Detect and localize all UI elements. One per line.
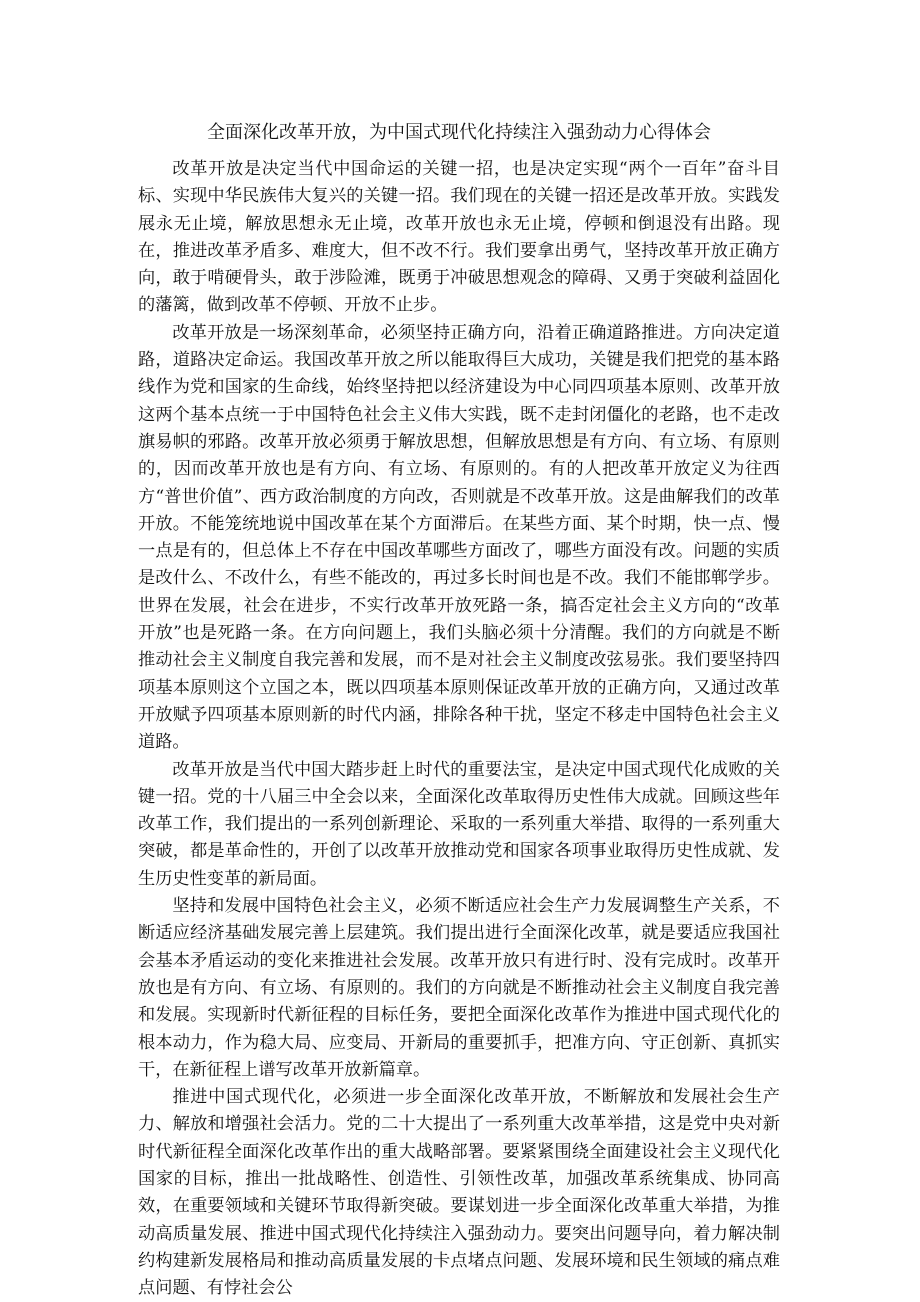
document-body bbox=[138, 118, 780, 1302]
paragraph-5: 推进中国式现代化，必须进一步全面深化改革开放，不断解放和发展社会生产力、解放和增强社会活力。党的二十大提出了一系列重大改革举措，这是党中央对新时代新征程全面深化改革作出的重大战略部署。要紧紧围绕全面建设社会主义现代化国家的目标，推出一批战略性、创造性、引领性改革，加强改革系统集成、协同高效，在重要领域和关键环节取得新突破。要谋划进一步全面深化改革重大举措，为推动高质量发展、推进中国式现代化持续注入强劲动力。要突出问题导向，着力解决制约构建新发展格局和推动高质量发展的卡点堵点问题、发展环境和民生领域的痛点难点问题、有悖社会公 bbox=[138, 1087, 780, 1299]
paragraph-1: 改革开放是决定当代中国命运的关键一招，也是决定实现“两个一百年”奋斗目标、实现中华民族伟大复兴的关键一招。我们现在的关键一招还是改革开放。实践发展永无止境，解放思想永无止境，改革开放也永无止境，停顿和倒退没有出路。现在，推进改革矛盾多、难度大，但不改不行。我们要拿出勇气，坚持改革开放正确方向，敢于啃硬骨头，敢于涉险滩，既勇于冲破思想观念的障碍、又勇于突破利益固化的藩篱，做到改革不停顿、开放不止步。 bbox=[138, 159, 780, 316]
paragraph-3: 改革开放是当代中国大踏步赶上时代的重要法宝，是决定中国式现代化成败的关键一招。党的十八届三中全会以来，全面深化改革取得历史性伟大成就。回顾这些年改革工作，我们提出的一系列创新理论、采取的一系列重大举措、取得的一系列重大突破，都是革命性的，开创了以改革开放推动党和国家各项事业取得历史性成就、发生历史性变革的新局面。 bbox=[138, 759, 780, 889]
document-title: 全面深化改革开放，为中国式现代化持续注入强劲动力心得体会 bbox=[207, 122, 711, 143]
paragraph-2: 改革开放是一场深刻革命，必须坚持正确方向，沿着正确道路推进。方向决定道路，道路决定命运。我国改革开放之所以能取得巨大成功，关键是我们把党的基本路线作为党和国家的生命线，始终坚持把以经济建设为中心同四项基本原则、改革开放这两个基本点统一于中国特色社会主义伟大实践，既不走封闭僵化的老路，也不走改旗易帜的邪路。改革开放必须勇于解放思想，但解放思想是有方向、有立场、有原则的，因而改革开放也是有方向、有立场、有原则的。有的人把改革开放定义为往西方“普世价值”、西方政治制度的方向改，否则就是不改革开放。这是曲解我们的改革开放。不能笼统地说中国改革在某个方面滞后。在某些方面、某个时期，快一点、慢一点是有的，但总体上不存在中国改革哪些方面改了，哪些方面没有改。问题的实质是改什么、不改什么，有些不能改的，再过多长时间也是不改。我们不能邯郸学步。世界在发展，社会在进步，不实行改革开放死路一条，搞否定社会主义方向的“改革开放”也是死路一条。在方向问题上，我们头脑必须十分清醒。我们的方向就是不断推动社会主义制度自我完善和发展，而不是对社会主义制度改弦易张。我们要坚持四项基本原则这个立国之本，既以四项基本原则保证改革开放的正确方向，又通过改革开放赋予四项基本原则新的时代内涵，排除各种干扰，坚定不移走中国特色社会主义道路。 bbox=[138, 322, 780, 753]
paragraph-4: 坚持和发展中国特色社会主义，必须不断适应社会生产力发展调整生产关系，不断适应经济基础发展完善上层建筑。我们提出进行全面深化改革，就是要适应我国社会基本矛盾运动的变化来推进社会发展。改革开放只有进行时、没有完成时。改革开放也是有方向、有立场、有原则的。我们的方向就是不断推动社会主义制度自我完善和发展。实现新时代新征程的目标任务，要把全面深化改革作为推进中国式现代化的根本动力，作为稳大局、应变局、开新局的重要抓手，把准方向、守正创新、真抓实干，在新征程上谱写改革开放新篇章。 bbox=[138, 896, 780, 1080]
